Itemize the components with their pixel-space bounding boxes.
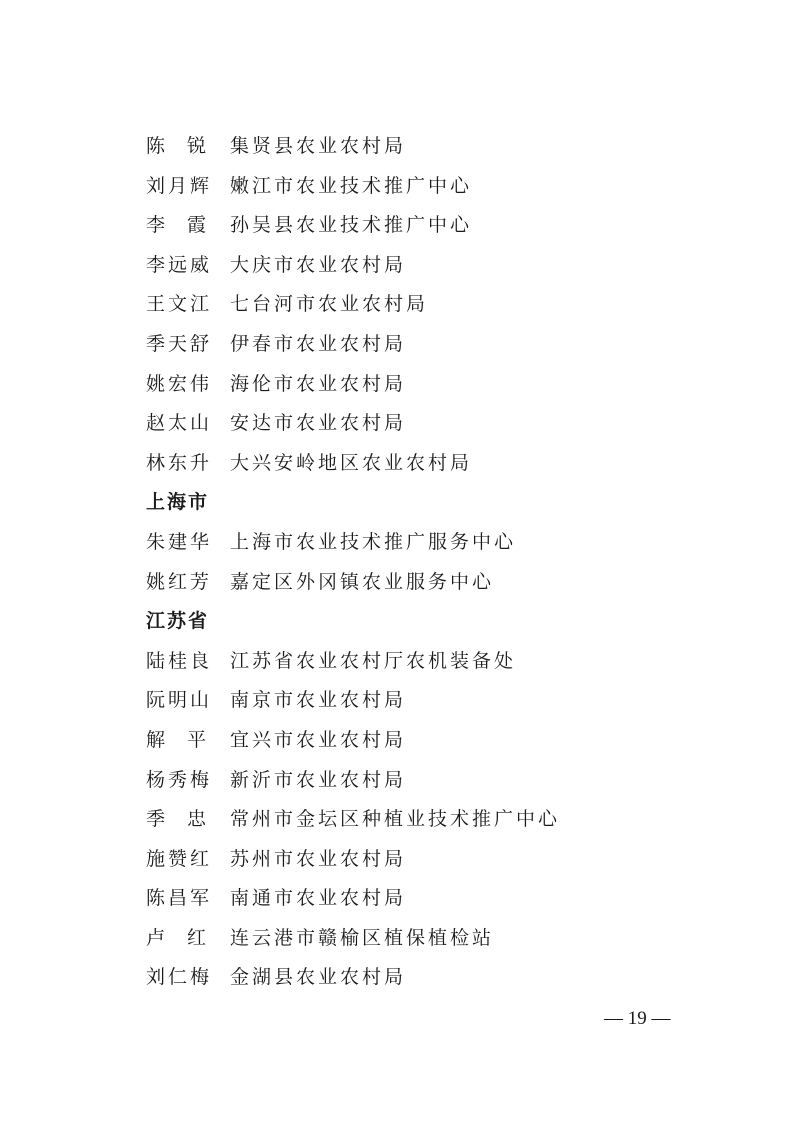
organization-name: 宜兴市农业农村局 [230, 728, 407, 751]
organization-name: 苏州市农业农村局 [230, 847, 407, 870]
list-item [146, 840, 746, 880]
list-item [146, 246, 746, 286]
list-item [146, 800, 746, 840]
list-item [146, 523, 746, 563]
organization-name: 常州市金坛区种植业技术推广中心 [230, 808, 561, 831]
organization-name: 嘉定区外冈镇农业服务中心 [230, 570, 495, 593]
organization-name: 集贤县农业农村局 [230, 135, 407, 157]
organization-name: 七台河市农业农村局 [230, 293, 429, 316]
list-item [146, 404, 746, 444]
organization-name: 南通市农业农村局 [230, 887, 407, 910]
list-item [146, 958, 746, 998]
list-item [146, 642, 746, 682]
list-item [146, 325, 746, 365]
person-name: 姚红芳 [146, 570, 213, 593]
organization-name: 新沂市农业农村局 [230, 768, 407, 791]
organization-name: 安达市农业农村局 [230, 412, 407, 435]
name-list [146, 127, 746, 998]
person-name: 李 霞 [146, 214, 206, 237]
organization-name: 连云港市赣榆区植保植检站 [230, 926, 495, 949]
organization-name: 海伦市农业农村局 [230, 372, 407, 395]
section-heading: 上海市 [146, 491, 210, 514]
person-name: 王文江 [146, 293, 213, 316]
person-name: 赵太山 [146, 412, 213, 435]
person-name: 解 平 [146, 728, 206, 751]
organization-name: 南京市农业农村局 [230, 689, 407, 712]
organization-name: 上海市农业技术推广服务中心 [230, 530, 517, 553]
person-name: 阮明山 [146, 689, 213, 712]
list-item [146, 365, 746, 405]
person-name: 卢 红 [146, 926, 206, 949]
list-item [146, 285, 746, 325]
list-item [146, 563, 746, 603]
organization-name: 金湖县农业农村局 [230, 966, 407, 989]
list-item [146, 206, 746, 246]
organization-name: 大庆市农业农村局 [230, 253, 407, 276]
person-name: 朱建华 [146, 530, 213, 553]
section-heading: 江苏省 [146, 610, 210, 633]
person-name: 姚宏伟 [146, 372, 213, 395]
organization-name: 嫩江市农业技术推广中心 [230, 174, 473, 197]
list-item [146, 127, 746, 167]
person-name: 刘仁梅 [146, 966, 213, 989]
list-item [146, 681, 746, 721]
organization-name: 孙吴县农业技术推广中心 [230, 214, 473, 237]
person-name: 施赞红 [146, 847, 213, 870]
person-name: 林东升 [146, 451, 213, 474]
list-item [146, 444, 746, 484]
person-name: 陆桂良 [146, 649, 213, 672]
page-number: — 19 — [604, 1008, 671, 1029]
person-name: 李远威 [146, 253, 213, 276]
person-name: 杨秀梅 [146, 768, 213, 791]
organization-name: 大兴安岭地区农业农村局 [230, 451, 473, 474]
list-item [146, 721, 746, 761]
person-name: 季天舒 [146, 332, 213, 355]
person-name: 刘月辉 [146, 174, 213, 197]
person-name: 陈 锐 [146, 135, 206, 157]
organization-name: 江苏省农业农村厅农机装备处 [230, 649, 517, 672]
list-item [146, 919, 746, 959]
list-item [146, 879, 746, 919]
list-item [146, 167, 746, 207]
list-item [146, 761, 746, 801]
organization-name: 伊春市农业农村局 [230, 332, 407, 355]
person-name: 季 忠 [146, 808, 206, 831]
person-name: 陈昌军 [146, 887, 213, 910]
